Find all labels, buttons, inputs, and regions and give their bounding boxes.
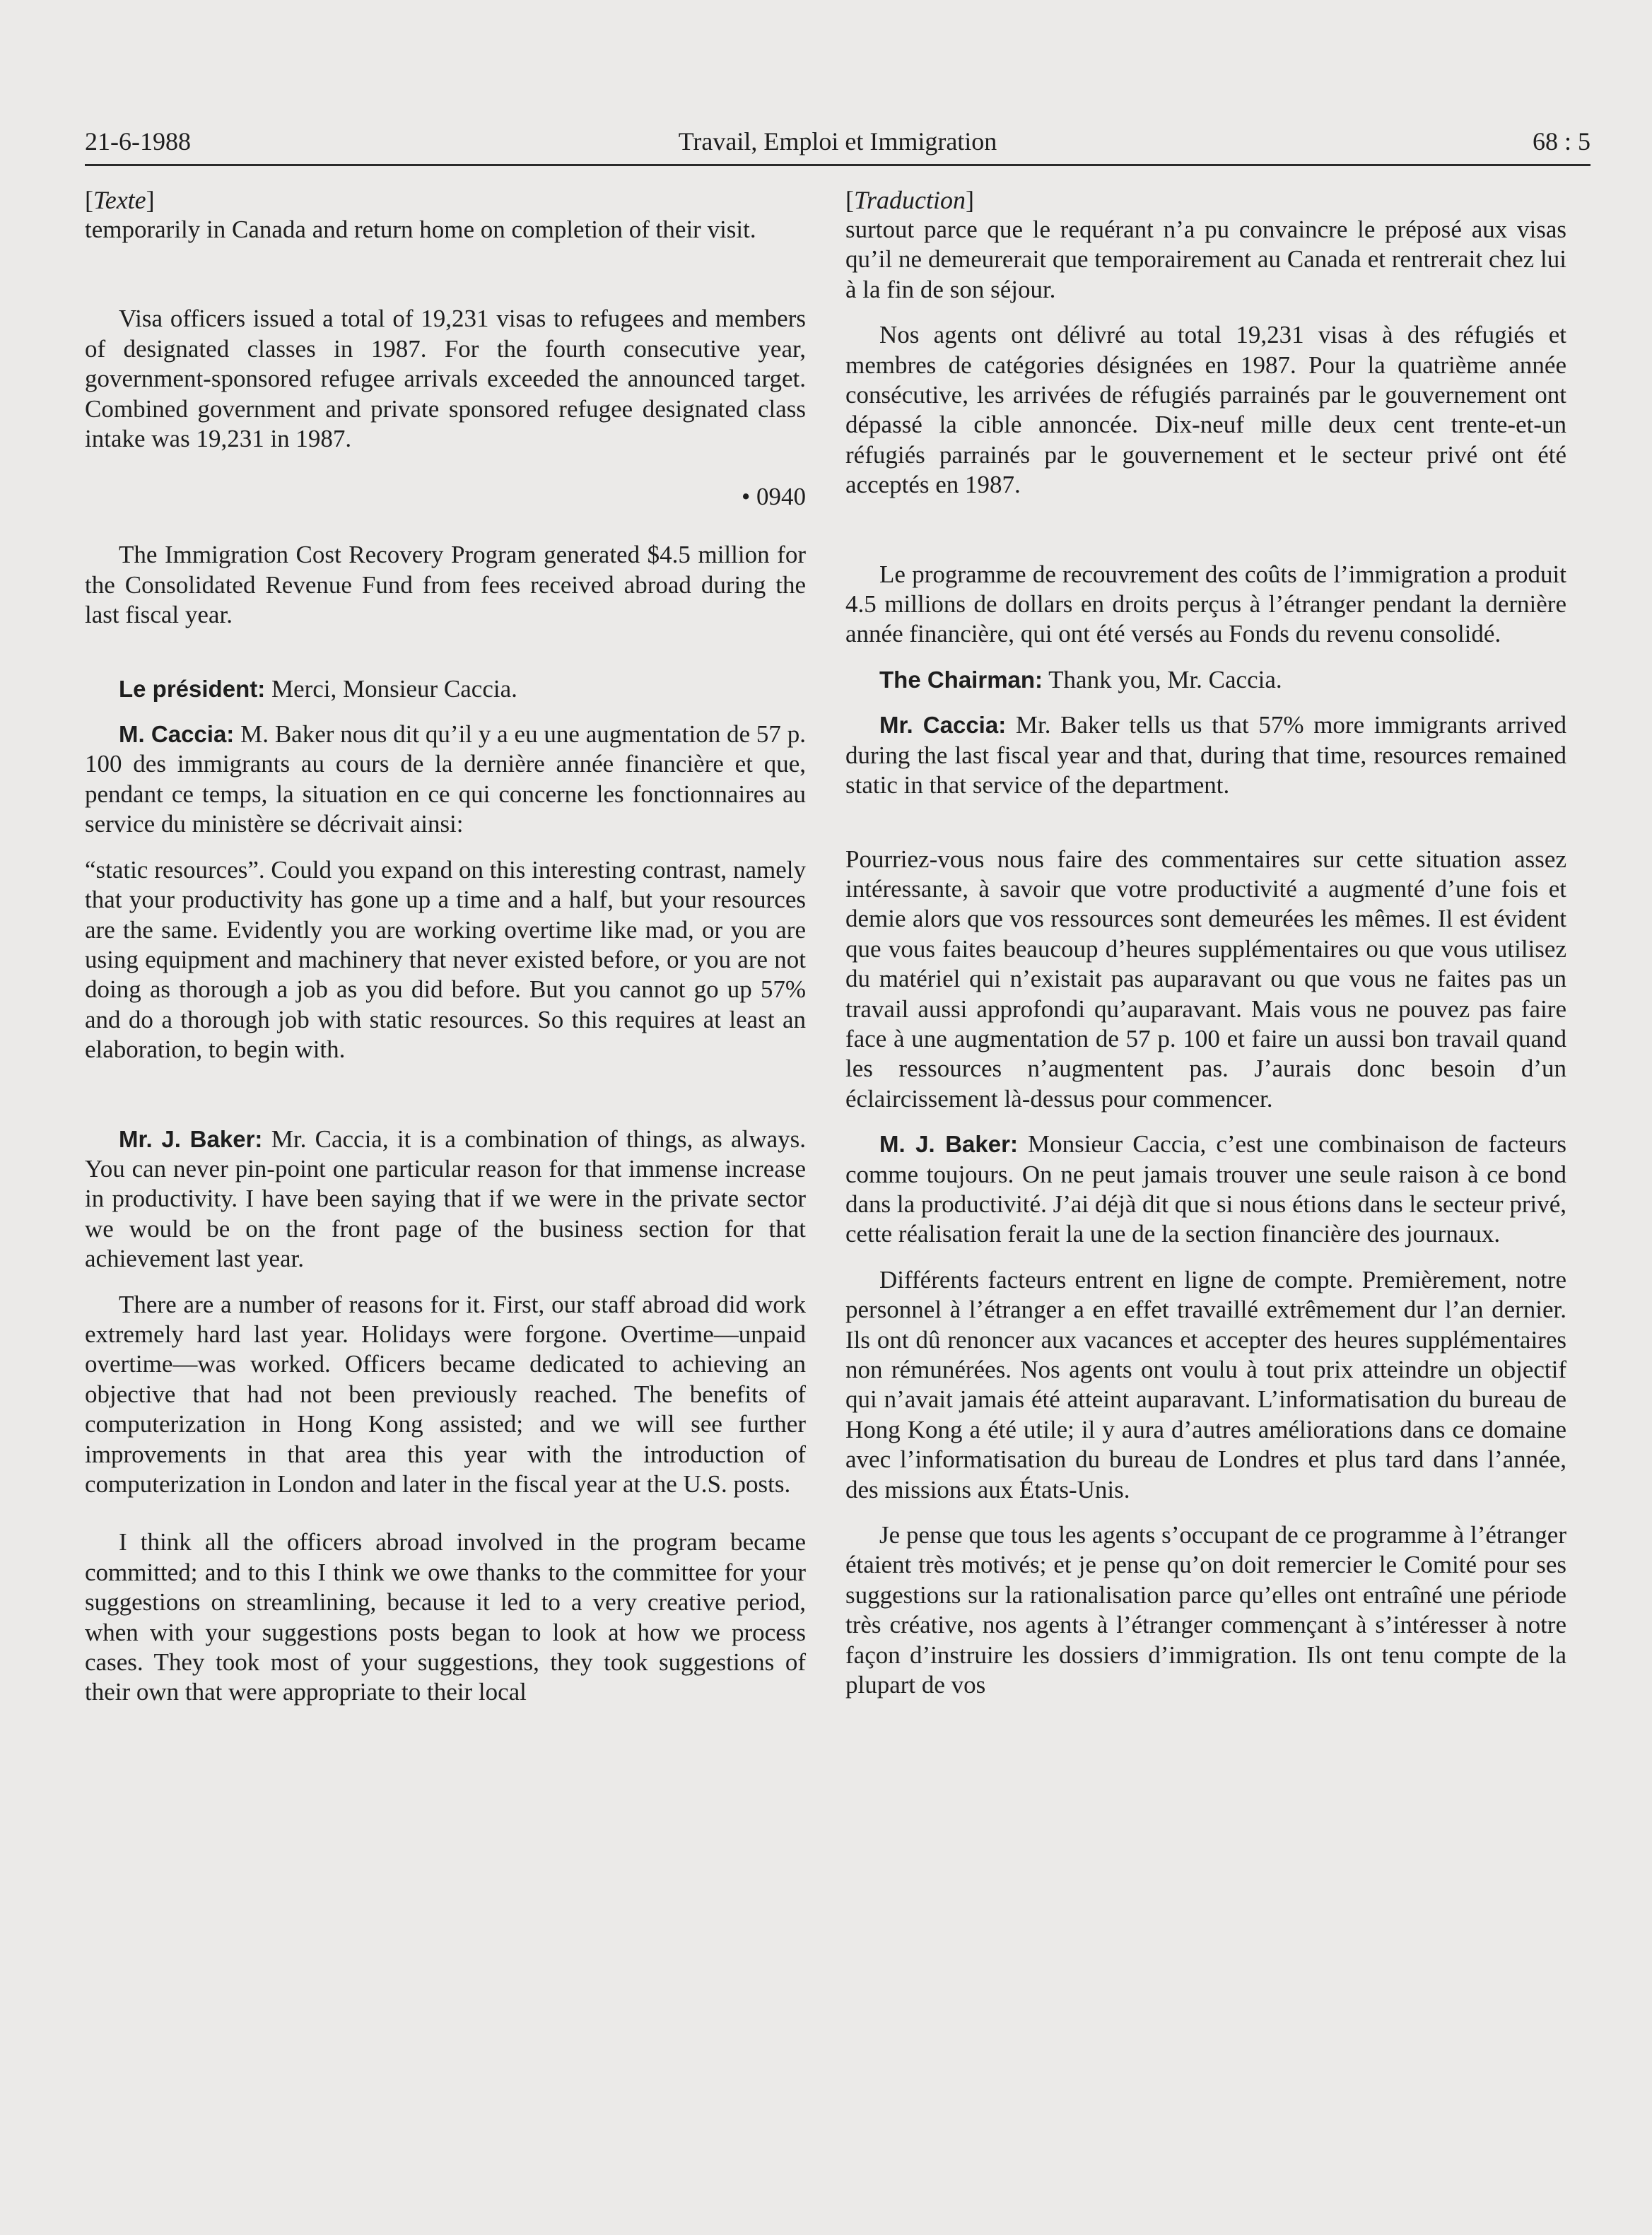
right-paragraph-4	[845, 665, 1566, 695]
left-paragraph-6: “static resources”. Could you expand on this interesting contrast, namely that your productivity has gone up a time and a half, but your resources are the same. Evidently you are working overtime like mad, or you are using equipment and machinery that never existed before, or you are not doing as thorough a job as you did before. But you cannot go up 57% and do a thorough job with static resources. So this requires at least an elaboration, to begin with.	[85, 855, 806, 1064]
speech-text: Mr. Caccia, it is a combination of things, as always. You can never pin-point one particular reason for that immense increase in productivity. I have been saying that if we were in the private sector we would be on the front page of the business section for that achievement last year.	[85, 1125, 806, 1273]
left-paragraph-9: I think all the officers abroad involved in the program became committed; and to this I think we owe thanks to the committee for your suggestions on streamlining, because it led to a very creative period, when with your suggestions posts began to look at how we process cases. They took most of your suggestions, they took suggestions of their own that were appropriate to their local	[85, 1528, 806, 1706]
header-title: Travail, Emploi et Immigration	[678, 127, 997, 156]
left-column	[85, 185, 806, 1708]
speaker-name: M. Caccia:	[119, 721, 235, 748]
header-date: 21-6-1988	[85, 127, 191, 156]
speaker-name: The Chairman:	[879, 666, 1043, 693]
speaker-name: Mr. J. Baker:	[119, 1125, 263, 1152]
left-paragraph-1: temporarily in Canada and return home on completion of their visit.	[85, 216, 756, 243]
right-paragraph-9: Je pense que tous les agents s’occupant de ce programme à l’étranger étaient très motivés; et je pense qu’on doit remercier le Comité pour ses suggestions sur la rationalisation parce qu’elles ont entraîné une période très créative, nos agents à l’étranger commençant à s’intéresser à notre façon d’instruire les dossiers d’immigration. Ils ont tenu compte de la plupart de vos	[845, 1521, 1566, 1699]
header-page-number: 68 : 5	[1532, 127, 1591, 156]
speech-text: Thank you, Mr. Caccia.	[1043, 665, 1282, 693]
left-paragraph-7	[85, 1125, 806, 1274]
speaker-name: Mr. Caccia:	[879, 712, 1007, 739]
left-language-label: [ Texte ]	[85, 185, 806, 215]
right-language-label: [ Traduction ]	[845, 185, 1566, 215]
speech-text: Merci, Monsieur Caccia.	[265, 674, 517, 703]
speaker-name: Le président:	[119, 675, 266, 702]
speech-text: Monsieur Caccia, c’est une combinaison de facteurs comme toujours. On ne peut jamais trouver une seule raison à ce bond dans la productivité. J’ai déjà dit que si nous étions dans le secteur privé, cette réalisation ferait la une de la section financière des journaux.	[845, 1130, 1566, 1248]
right-paragraph-6: Pourriez-vous nous faire des commentaires sur cette situation assez intéressante, à savoir que votre productivité a augmenté d’une fois et demie alors que vos ressources sont demeurées les mêmes. Il est évident que vous faites beaucoup d’heures supplémentaires ou que vous utilisez du matériel qui n’existait pas auparavant ou que vous ne faites pas un travail aussi approfondi qu’auparavant. Mais vous ne pouvez pas faire face à une augmentation de 57 p. 100 et faire un aussi bon travail quand les ressources n’augmentent pas. J’aurais donc besoin d’un éclaircissement là-dessus pour commencer.	[845, 845, 1566, 1113]
left-timestamp: • 0940	[85, 482, 806, 512]
page-header	[85, 122, 1591, 166]
right-paragraph-3: Le programme de recouvrement des coûts de l’immigration a produit 4.5 millions de dollars en droits perçus à l’étranger pendant la dernière année financière, qui ont été versés au Fonds du revenu consolidé.	[845, 560, 1566, 648]
left-paragraph-3: The Immigration Cost Recovery Program generated $4.5 million for the Consolidated Revenue Fund from fees received abroad during the last fiscal year.	[85, 541, 806, 629]
right-column	[845, 185, 1566, 1700]
left-paragraph-4	[85, 674, 806, 704]
left-paragraph-5	[85, 720, 806, 840]
right-paragraph-1: surtout parce que le requérant n’a pu convaincre le préposé aux visas qu’il ne demeurerait que temporairement au Canada et rentrerait chez lui à la fin de son séjour.	[845, 216, 1566, 303]
right-paragraph-8: Différents facteurs entrent en ligne de compte. Premièrement, notre personnel à l’étranger a en effet travaillé extrêmement dur l’an dernier. Ils ont dû renoncer aux vacances et accepter des heures supplémentaires non rémunérées. Nos agents ont voulu à tout prix atteindre un objectif qui n’avait jamais été atteint auparavant. L’informatisation du bureau de Hong Kong a été utile; il y aura d’autres améliorations dans ce domaine avec l’informatisation du bureau de Londres et plus tard dans l’année, des missions aux États-Unis.	[845, 1265, 1566, 1503]
right-paragraph-2: Nos agents ont délivré au total 19,231 visas à des réfugiés et membres de catégories désignées en 1987. Pour la quatrième année consécutive, les arrivées de réfugiés parrainés par le gouvernement ont dépassé la cible annoncée. Dix-neuf mille deux cent trente-et-un réfugiés parrainés par le gouvernement et le secteur privé ont été acceptés en 1987.	[845, 321, 1566, 499]
speech-text: M. Baker nous dit qu’il y a eu une augmentation de 57 p. 100 des immigrants au cours de la dernière année financière et que, pendant ce temps, la situation en ce qui concerne les fonctionnaires au service du ministère se décrivait ainsi:	[85, 720, 806, 838]
right-paragraph-7	[845, 1130, 1566, 1250]
speech-text: Mr. Baker tells us that 57% more immigrants arrived during the last fiscal year and that, during that time, resources remained static in that service of the department.	[845, 711, 1567, 799]
right-paragraph-5	[845, 710, 1566, 800]
left-paragraph-2: Visa officers issued a total of 19,231 visas to refugees and members of designated classes in 1987. For the fourth consecutive year, government-sponsored refugee arrivals exceeded the announced target. Combined government and private sponsored refugee designated class intake was 19,231 in 1987.	[85, 305, 806, 453]
left-paragraph-8: There are a number of reasons for it. First, our staff abroad did work extremely hard last year. Holidays were forgone. Overtime—unpaid overtime—was worked. Officers became dedicated to achieving an objective that had not been previously reached. The benefits of computerization in Hong Kong assisted; and we will see further improvements in that area this year with the introduction of computerization in London and later in the fiscal year at the U.S. posts.	[85, 1290, 806, 1498]
speaker-name: M. J. Baker:	[879, 1131, 1018, 1158]
